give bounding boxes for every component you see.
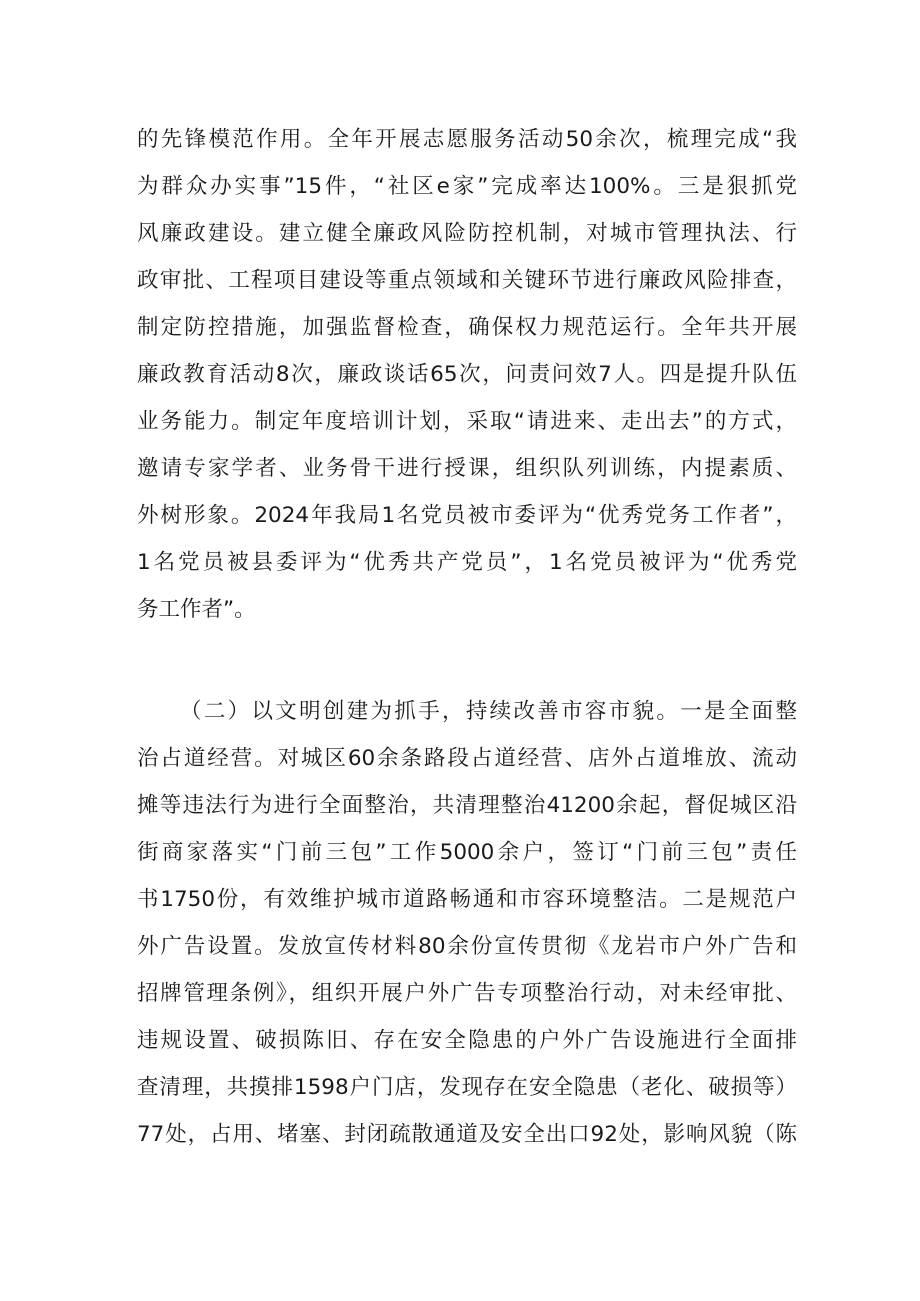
paragraph-line: 业务能力。制定年度培训计划，采取“请进来、走出去”的方式， [137,409,797,434]
paragraph-line: 务工作者”。 [137,597,256,622]
paragraph-line: 风廉政建设。建立健全廉政风险防控机制，对城市管理执法、行 [137,221,797,246]
paragraph-line: 邀请专家学者、业务骨干进行授课，组织队列训练，内提素质、 [137,456,797,481]
paragraph-line: 制定防控措施，加强监督检查，确保权力规范运行。全年共开展 [137,315,797,340]
section-heading-line: （二）以文明创建为抓手，持续改善市容市貌。一是全面整 [180,699,797,724]
paragraph-line: 廉政教育活动8次，廉政谈话65次，问责问效7人。四是提升队伍 [137,362,797,387]
paragraph-line: 1名党员被县委评为“优秀共产党员”，1名党员被评为“优秀党 [137,550,797,575]
paragraph-line: 为群众办实事”15件，“社区e家”完成率达100%。三是狠抓党 [137,174,797,199]
paragraph-line: 招牌管理条例》，组织开展户外广告专项整治行动，对未经审批、 [137,981,797,1006]
paragraph-line: 政审批、工程项目建设等重点领域和关键环节进行廉政风险排查， [137,268,797,293]
paragraph-line: 治占道经营。对城区60余条路段占道经营、店外占道堆放、流动 [137,746,797,771]
paragraph-line: 书1750份，有效维护城市道路畅通和市容环境整洁。二是规范户 [137,887,797,912]
paragraph-line: 的先锋模范作用。全年开展志愿服务活动50余次，梳理完成“我 [137,127,797,152]
paragraph-line: 外树形象。2024年我局1名党员被市委评为“优秀党务工作者”， [137,503,797,528]
paragraph-line: 查清理，共摸排1598户门店，发现存在安全隐患（老化、破损等） [137,1075,797,1100]
paragraph-line: 街商家落实“门前三包”工作5000余户，签订“门前三包”责任 [137,840,797,865]
paragraph-line: 77处，占用、堵塞、封闭疏散通道及安全出口92处，影响风貌（陈 [137,1122,797,1147]
paragraph-line: 摊等违法行为进行全面整治，共清理整治41200余起，督促城区沿 [137,793,797,818]
paragraph-line: 外广告设置。发放宣传材料80余份宣传贯彻《龙岩市户外广告和 [137,934,797,959]
paragraph-line: 违规设置、破损陈旧、存在安全隐患的户外广告设施进行全面排 [137,1028,797,1053]
